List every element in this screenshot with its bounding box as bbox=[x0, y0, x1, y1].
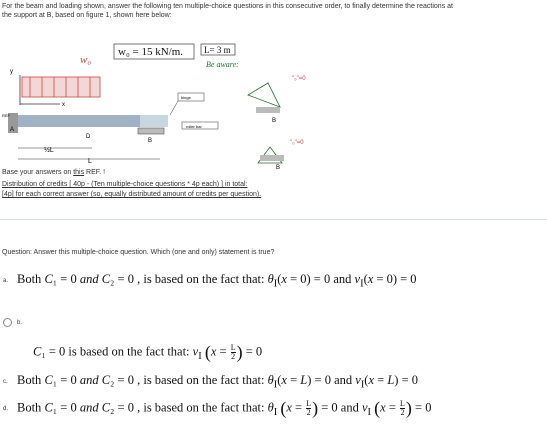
intro-line-1: For the beam and loading shown, answer the following ten multiple-choice questions in this consecutive order, to finally determine the reactions at bbox=[2, 3, 453, 10]
option-b-body bbox=[33, 342, 262, 363]
section-divider bbox=[0, 219, 547, 220]
beware-label: Be aware: bbox=[206, 60, 239, 69]
question-text: Question: Answer this multiple-choice question. Which (one and only) statement is true? bbox=[2, 249, 275, 256]
base-answers-line: Base your answers on this REF. ! bbox=[2, 169, 106, 176]
option-d-mark: d. bbox=[3, 405, 9, 412]
w0-label: w₀ bbox=[80, 54, 92, 66]
option-c[interactable] bbox=[3, 373, 418, 391]
option-a-text: Both C₁ = 0 and C₂ = 0 , is based on the fact that: $\theta_I(x = 0) = 0$ and $v_I(x = 0) = 0$ bbox=[17, 272, 417, 290]
hinge-label: hinge bbox=[181, 95, 191, 100]
option-b[interactable] bbox=[3, 318, 31, 327]
option-a-mark: a. bbox=[3, 277, 9, 284]
option-d-text: Both C₁ = 0 and C₂ = 0 , is based on the fact that: $\theta_I$ (x = $\frac{L}{2}$ ) = 0 and $v_I$ (x = $\frac{L}{2}$ ) = 0 bbox=[17, 398, 432, 418]
intro-line-2: the support at B, based on figure 1, shown here below: bbox=[2, 12, 172, 19]
credits-distribution: Distribution of credits [ 40p - (Ten multiple-choice questions * 4p each) ] in total: bbox=[2, 181, 248, 188]
beam-figure bbox=[0, 35, 547, 171]
point-a: A bbox=[10, 127, 15, 133]
reaction-triangle-1 bbox=[248, 83, 280, 107]
point-b-beam: B bbox=[148, 138, 153, 144]
reaction-label-1: "₀"=0 bbox=[292, 76, 306, 82]
full-length-label: L bbox=[88, 158, 92, 165]
x-axis-label: x bbox=[62, 102, 65, 108]
option-a[interactable] bbox=[3, 272, 417, 290]
ref-link[interactable]: this bbox=[73, 169, 85, 176]
half-length-label: ½L bbox=[44, 147, 54, 154]
point-b-inset-2: B bbox=[276, 165, 281, 171]
option-b-mark: b. bbox=[17, 319, 23, 326]
option-c-mark: c. bbox=[3, 378, 8, 385]
length-label: L= 3 m bbox=[204, 45, 231, 55]
problem-intro bbox=[2, 2, 542, 20]
roller-support bbox=[138, 128, 164, 134]
roller-bar-label: roller bar bbox=[186, 124, 202, 129]
option-d[interactable] bbox=[3, 398, 431, 419]
option-b-text: C₁ = 0 is based on the fact that: $v_I$ (x = $\frac{L}{2}$ ) = 0 bbox=[33, 342, 263, 362]
y-axis-label: y bbox=[10, 69, 13, 75]
option-b-radio[interactable] bbox=[3, 318, 12, 327]
credits-note: [4p] for each correct answer (so, equally distributed amount of credits per question). bbox=[2, 191, 262, 198]
ref-label: REF bbox=[2, 113, 10, 118]
distributed-load bbox=[22, 77, 100, 97]
load-label: w₀ = 15 kN/m. bbox=[118, 46, 184, 58]
point-b-inset-1: B bbox=[272, 118, 277, 124]
point-d: D bbox=[86, 134, 91, 140]
reaction-label-2: "₀"=0 bbox=[290, 140, 304, 146]
option-c-text: Both C₁ = 0 and C₂ = 0 , is based on the fact that: $\theta_I(x = L) = 0$ and $v_I(x = L) = 0$ bbox=[17, 373, 418, 391]
